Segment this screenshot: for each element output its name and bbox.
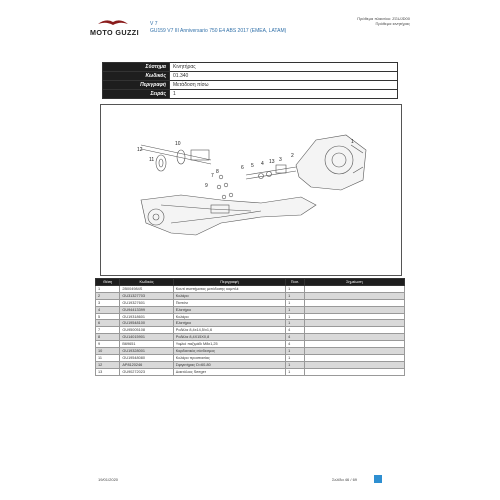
cell-quantity: 1 — [286, 368, 305, 375]
exploded-diagram — [100, 104, 402, 276]
cell-position: 8 — [96, 334, 120, 341]
cell-quantity: 1 — [286, 306, 305, 313]
info-value: 1 — [170, 90, 398, 99]
cell-position: 6 — [96, 320, 120, 327]
callout-6: 6 — [241, 165, 244, 171]
cell-code: GU19318601 — [120, 313, 173, 320]
moto-guzzi-logo — [90, 18, 138, 38]
cell-code: B69651 — [120, 341, 173, 348]
info-value: 01.340 — [170, 72, 398, 81]
col-position: Θέση — [96, 279, 120, 286]
callout-10: 10 — [175, 141, 181, 147]
cell-notes — [304, 299, 404, 306]
cell-description: Υιφλιό παξιμάδι M8x1,25 — [173, 341, 285, 348]
cell-description: Ροδέλα 8,4X15X0,8 — [173, 334, 285, 341]
cell-quantity: 1 — [286, 320, 305, 327]
footer-page-number: Σελίδα 46 / 69 — [332, 477, 358, 482]
cell-position: 11 — [96, 354, 120, 361]
prefix-info — [357, 16, 410, 26]
info-value: Μετάδοση πίσω — [170, 81, 398, 90]
table-row — [96, 327, 405, 334]
footer-logo-icon — [374, 475, 382, 483]
cell-code: AP8120246 — [120, 361, 173, 368]
callout-9: 9 — [205, 183, 208, 189]
cell-notes — [304, 361, 404, 368]
cell-quantity: 4 — [286, 327, 305, 334]
cell-quantity: 1 — [286, 348, 305, 355]
cell-description: Ελατήριο — [173, 306, 285, 313]
cell-notes — [304, 292, 404, 299]
table-row — [96, 354, 405, 361]
cell-code: GU19548080 — [120, 354, 173, 361]
cell-notes — [304, 313, 404, 320]
cell-code: GU19327601 — [120, 299, 173, 306]
cell-description: Πιστόνι — [173, 299, 285, 306]
cell-position: 3 — [96, 299, 120, 306]
cell-code: GU14015901 — [120, 334, 173, 341]
table-row — [96, 361, 405, 368]
info-label: Κωδικός — [103, 72, 170, 81]
cell-position: 5 — [96, 313, 120, 320]
cell-quantity: 4 — [286, 341, 305, 348]
cell-description: Δακτύλιος Seeger — [173, 368, 285, 375]
info-label: Σύστημα — [103, 63, 170, 72]
cell-quantity: 1 — [286, 292, 305, 299]
cell-notes — [304, 341, 404, 348]
cell-quantity: 1 — [286, 354, 305, 361]
cell-description: Κολάρο προστασίας — [173, 354, 285, 361]
cell-quantity: 1 — [286, 313, 305, 320]
cell-description: Σφιγκτήρας D=60-80 — [173, 361, 285, 368]
cell-position: 1 — [96, 286, 120, 293]
col-description: Περιγραφή — [173, 279, 285, 286]
eagle-wing-icon — [98, 18, 128, 27]
table-row — [96, 341, 405, 348]
cell-notes — [304, 327, 404, 334]
info-row-system — [103, 63, 398, 72]
callout-1: 1 — [351, 139, 354, 145]
info-label: Σειράς — [103, 90, 170, 99]
cell-code: GU31327703 — [120, 292, 173, 299]
cell-code: GU95005108 — [120, 327, 173, 334]
col-notes: Σημείωση — [304, 279, 404, 286]
model-code: V 7 — [150, 21, 158, 27]
cell-notes — [304, 368, 404, 375]
cell-code: GU19328001 — [120, 348, 173, 355]
cell-description: Ελατήριο — [173, 320, 285, 327]
cell-code: GU19548100 — [120, 320, 173, 327]
cell-position: 12 — [96, 361, 120, 368]
col-quantity: Ποσ. — [286, 279, 305, 286]
cell-description: Κολάρο — [173, 292, 285, 299]
engine-prefix: Πρόθεμα κινητήρας — [375, 21, 410, 26]
cell-position: 7 — [96, 327, 120, 334]
callout-4: 4 — [261, 161, 264, 167]
info-row-series — [103, 90, 398, 99]
callout-5: 5 — [251, 163, 254, 169]
callout-12: 12 — [137, 147, 143, 153]
col-code: Κωδικός — [120, 279, 173, 286]
table-row — [96, 292, 405, 299]
cell-quantity: 1 — [286, 299, 305, 306]
info-value: Κινητήρας — [170, 63, 398, 72]
cell-quantity: 1 — [286, 361, 305, 368]
callout-11: 11 — [149, 157, 155, 163]
table-row — [96, 348, 405, 355]
cell-notes — [304, 306, 404, 313]
cell-description: Ροδέλα 8,4x14,5/x1,6 — [173, 327, 285, 334]
cell-quantity: 4 — [286, 334, 305, 341]
logo-text: MOTO GUZZI — [90, 28, 139, 37]
footer-date: 19/01/2020 — [98, 477, 119, 482]
cell-notes — [304, 334, 404, 341]
cell-description: Κολάρο — [173, 313, 285, 320]
parts-table-header — [96, 279, 405, 286]
table-row — [96, 334, 405, 341]
table-row — [96, 286, 405, 293]
callout-7: 7 — [211, 173, 214, 179]
table-row — [96, 368, 405, 375]
cell-description: Καρδανικός σύνδεσμος — [173, 348, 285, 355]
cell-notes — [304, 286, 404, 293]
parts-table — [95, 278, 405, 376]
frame-prefix: Πρόθεμα πλαισίου: ZGUJD00 — [357, 16, 410, 21]
cell-code: 2B004984S — [120, 286, 173, 293]
cell-description: Κουτί συστήματος μετάδοσης κομπλέ — [173, 286, 285, 293]
model-name: GU159 V7 III Anniversario 750 E4 ABS 2017 (EMEA, LATAM) — [150, 28, 287, 34]
cell-code: GU94413399 — [120, 306, 173, 313]
info-label: Περιγραφή — [103, 81, 170, 90]
cell-position: 9 — [96, 341, 120, 348]
cell-quantity: 1 — [286, 286, 305, 293]
callout-2: 2 — [291, 153, 294, 159]
cell-position: 13 — [96, 368, 120, 375]
table-row — [96, 313, 405, 320]
callout-3: 3 — [279, 157, 282, 163]
info-row-description — [103, 81, 398, 90]
cell-position: 2 — [96, 292, 120, 299]
callout-13: 13 — [269, 159, 275, 165]
table-row — [96, 320, 405, 327]
cell-code: GU90272023 — [120, 368, 173, 375]
cell-notes — [304, 354, 404, 361]
cell-position: 4 — [96, 306, 120, 313]
exploded-view-drawing — [101, 105, 401, 275]
callout-8: 8 — [216, 169, 219, 175]
cell-notes — [304, 320, 404, 327]
info-row-code — [103, 72, 398, 81]
cell-notes — [304, 348, 404, 355]
table-row — [96, 299, 405, 306]
cell-position: 10 — [96, 348, 120, 355]
system-info-table — [102, 62, 398, 99]
table-row — [96, 306, 405, 313]
